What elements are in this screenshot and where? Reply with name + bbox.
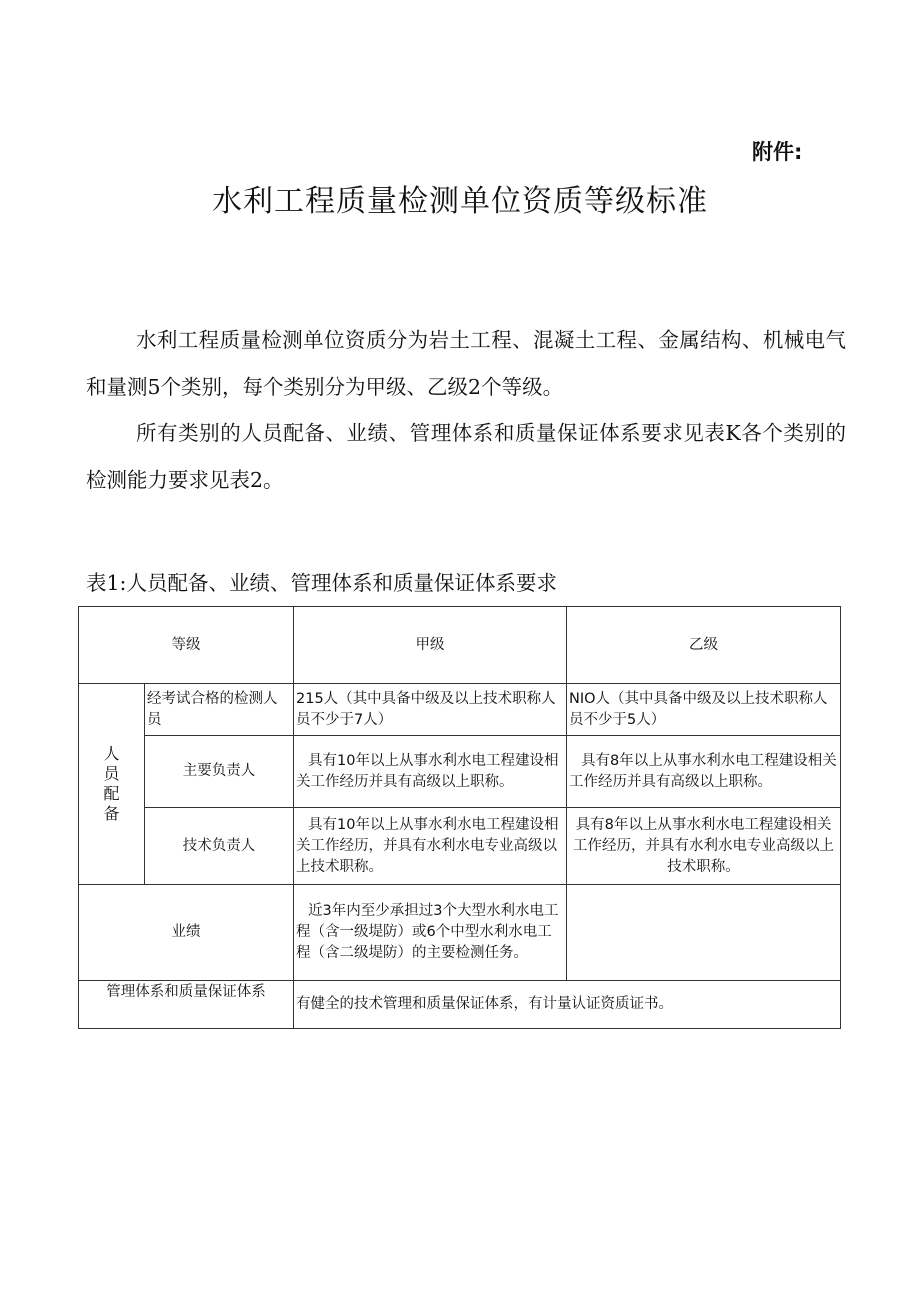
table-row xyxy=(79,885,841,981)
staff-group-char: 备 xyxy=(103,804,120,823)
row-grade-a: 215人（其中具备中级及以上技术职称人员不少于7人） xyxy=(294,684,567,736)
header-grade-b: 乙级 xyxy=(567,607,841,684)
row-grade-a: 具有10年以上从事水利水电工程建设相关工作经历，并具有水利水电专业高级以上技术职称。 xyxy=(294,808,567,885)
table-header-row xyxy=(79,607,841,684)
row-item: 技术负责人 xyxy=(145,808,294,885)
table-row xyxy=(79,684,841,736)
row-grade-b: 具有8年以上从事水利水电工程建设相关工作经历并具有高级以上职称。 xyxy=(567,736,841,808)
row-item: 主要负责人 xyxy=(145,736,294,808)
annex-label: 附件: xyxy=(752,140,803,164)
row-grade-b: 具有8年以上从事水利水电工程建设相关工作经历，并具有水利水电专业高级以上技术职称。 xyxy=(567,808,841,885)
staff-group-char: 人 xyxy=(103,744,120,763)
header-grade-a: 甲级 xyxy=(294,607,567,684)
header-grade: 等级 xyxy=(79,607,294,684)
staff-group-char: 配 xyxy=(103,784,120,803)
management-label: 管理体系和质量保证体系 xyxy=(79,981,294,1029)
row-grade-b: NIO人（其中具备中级及以上技术职称人员不少于5人） xyxy=(567,684,841,736)
row-grade-a: 具有10年以上从事水利水电工程建设相关工作经历并具有高级以上职称。 xyxy=(294,736,567,808)
staff-group-label xyxy=(79,684,145,885)
row-item: 经考试合格的检测人员 xyxy=(145,684,294,736)
table-row xyxy=(79,736,841,808)
performance-label: 业绩 xyxy=(79,885,294,981)
staff-group-char: 员 xyxy=(103,764,120,783)
table-row xyxy=(79,981,841,1029)
performance-grade-b xyxy=(567,885,841,981)
management-value: 有健全的技术管理和质量保证体系，有计量认证资质证书。 xyxy=(294,981,841,1029)
qualification-table xyxy=(78,606,841,1029)
intro-paragraph-1: 水利工程质量检测单位资质分为岩土工程、混凝土工程、金属结构、机械电气和量测5个类别，每个类别分为甲级、乙级2个等级。 xyxy=(86,328,846,399)
performance-grade-a: 近3年内至少承担过3个大型水利水电工程（含一级堤防）或6个中型水利水电工程（含二级堤防）的主要检测任务。 xyxy=(294,885,567,981)
intro-paragraph-2: 所有类别的人员配备、业绩、管理体系和质量保证体系要求见表K各个类别的检测能力要求见表2。 xyxy=(86,421,846,492)
table-row xyxy=(79,808,841,885)
table-caption: 表1:人员配备、业绩、管理体系和质量保证体系要求 xyxy=(86,571,557,595)
document-title: 水利工程质量检测单位资质等级标准 xyxy=(212,184,708,219)
